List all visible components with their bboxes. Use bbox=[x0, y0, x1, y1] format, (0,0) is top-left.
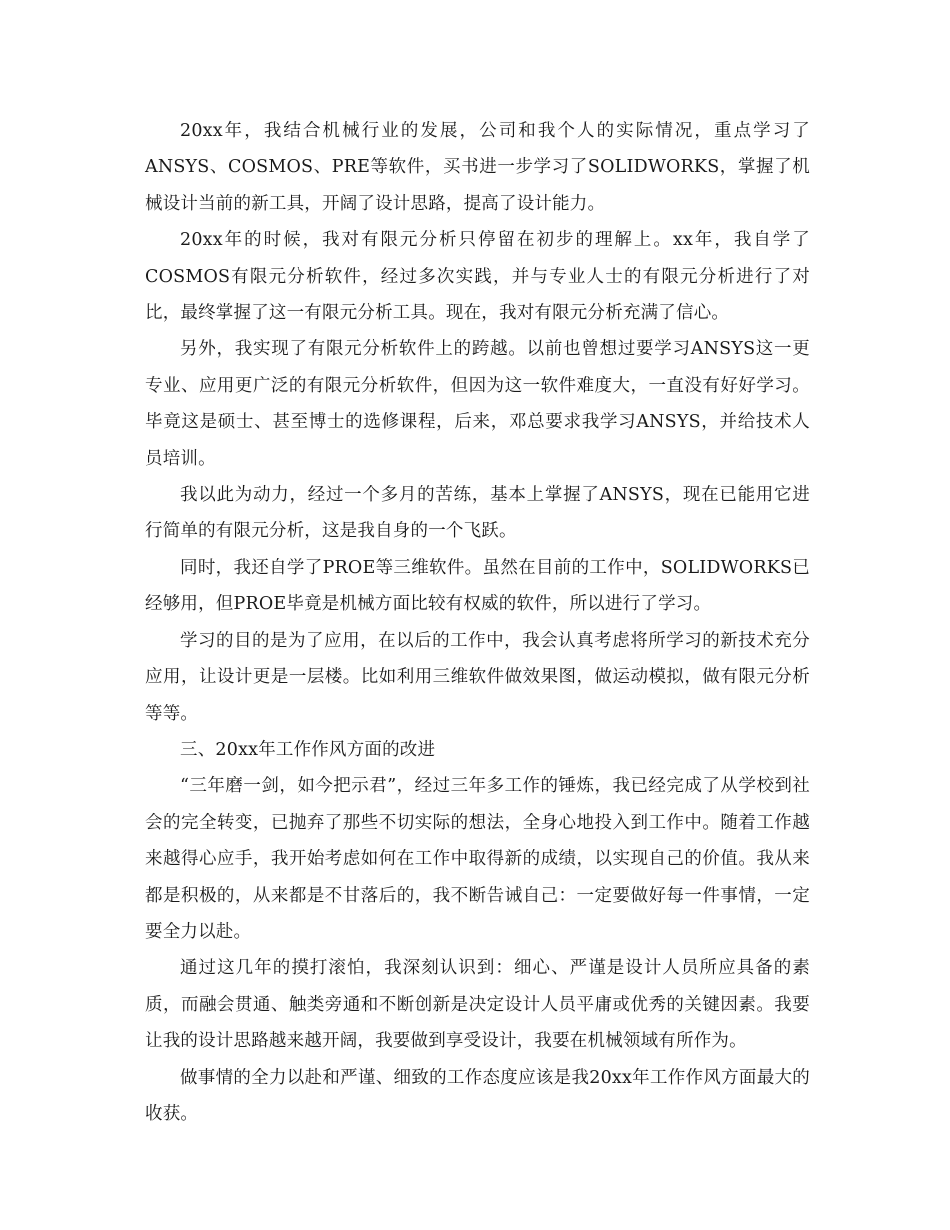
paragraph-proe-study: 同时，我还自学了PROE等三维软件。虽然在目前的工作中，SOLIDWORKS已经够用，但PROE毕竟是机械方面比较有权威的软件，所以进行了学习。 bbox=[145, 557, 810, 615]
paragraph-conclusion: 做事情的全力以赴和严谨、细致的工作态度应该是我20xx年工作作风方面最大的收获。 bbox=[145, 1067, 810, 1124]
paragraph-ansys-leap: 另外，我实现了有限元分析软件上的跨越。以前也曾想过要学习ANSYS这一更专业、应用更广泛的有限元分析软件，但因为这一软件难度大，一直没有好好学习。毕竟这是硕士、甚至博士的选修课程，后来，邓总要求我学习ANSYS，并给技术人员培训。 bbox=[145, 339, 810, 469]
paragraph-software-study: 20xx年，我结合机械行业的发展，公司和我个人的实际情况，重点学习了ANSYS、COSMOS、PRE等软件，买书进一步学习了SOLIDWORKS，掌握了机械设计当前的新工具，开阔了设计思路，提高了设计能力。 bbox=[145, 121, 810, 214]
document-body bbox=[145, 113, 810, 1132]
paragraph-application: 学习的目的是为了应用，在以后的工作中，我会认真考虑将所学习的新技术充分应用，让设计更是一层楼。比如利用三维软件做效果图，做运动模拟，做有限元分析等等。 bbox=[145, 630, 810, 724]
paragraph-fea-learning: 20xx年的时候，我对有限元分析只停留在初步的理解上。xx年，我自学了COSMOS有限元分析软件，经过多次实践，并与专业人士的有限元分析进行了对比，最终掌握了这一有限元分析工具。现在，我对有限元分析充满了信心。 bbox=[145, 230, 810, 324]
section-heading-work-style: 三、20xx年工作作风方面的改进 bbox=[180, 739, 436, 760]
paragraph-insight: 通过这几年的摸打滚怕，我深刻认识到：细心、严谨是设计人员所应具备的素质，而融会贯通、触类旁通和不断创新是决定设计人员平庸或优秀的关键因素。我要让我的设计思路越来越开阔，我要做到享受设计，我要在机械领域有所作为。 bbox=[145, 958, 810, 1052]
paragraph-three-years: “三年磨一剑，如今把示君”，经过三年多工作的锤炼，我已经完成了从学校到社会的完全转变，已抛弃了那些不切实际的想法，全身心地投入到工作中。随着工作越来越得心应手，我开始考虑如何在工作中取得新的成绩，以实现自己的价值。我从来都是积极的，从来都是不甘落后的，我不断告诫自己：一定要做好每一件事情，一定要全力以赴。 bbox=[145, 776, 810, 942]
paragraph-ansys-practice: 我以此为动力，经过一个多月的苦练，基本上掌握了ANSYS，现在已能用它进行简单的有限元分析，这是我自身的一个飞跃。 bbox=[145, 485, 810, 542]
